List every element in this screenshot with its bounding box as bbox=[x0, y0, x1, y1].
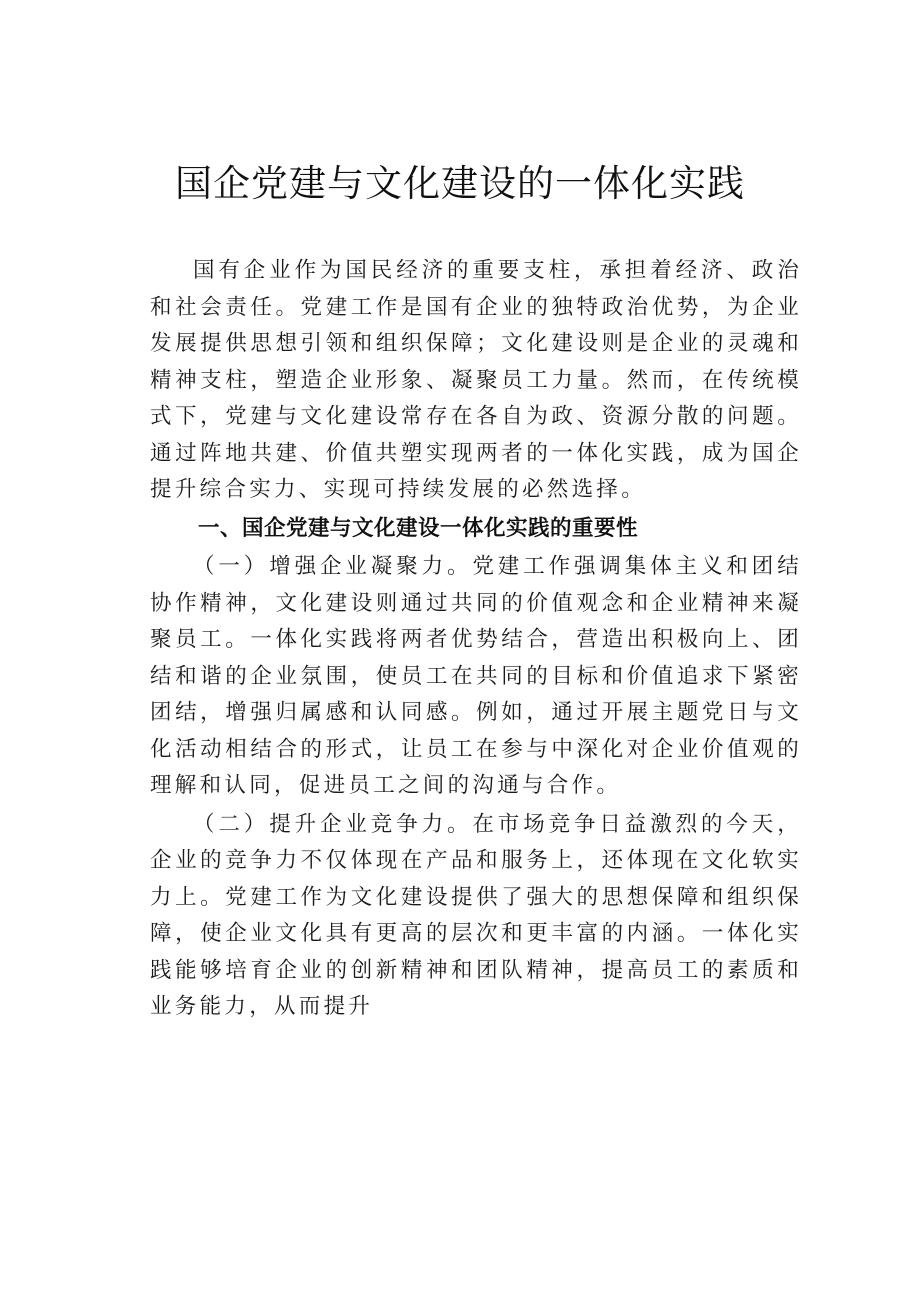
section-heading: 一、国企党建与文化建设一体化实践的重要性 bbox=[198, 515, 639, 541]
document-title: 国企党建与文化建设的一体化实践 bbox=[175, 162, 745, 205]
document-body bbox=[150, 253, 802, 1026]
intro-paragraph: 国有企业作为国民经济的重要支柱，承担着经济、政治和社会责任。党建工作是国有企业的独特政治优势，为企业发展提供思想引领和组织保障；文化建设则是企业的灵魂和精神支柱，塑造企业形象、凝聚员工力量。然而，在传统模式下，党建与文化建设常存在各自为政、资源分散的问题。通过阵地共建、价值共塑实现两者的一体化实践，成为国企提升综合实力、实现可持续发展的必然选择。 bbox=[150, 258, 802, 502]
section-paragraph-cohesion: （一）增强企业凝聚力。党建工作强调集体主义和团结协作精神，文化建设则通过共同的价值观念和企业精神来凝聚员工。一体化实践将两者优势结合，营造出积极向上、团结和谐的企业氛围，使员工在共同的目标和价值追求下紧密团结，增强归属感和认同感。例如，通过开展主题党日与文化活动相结合的形式，让员工在参与中深化对企业价值观的理解和认同，促进员工之间的沟通与合作。 bbox=[150, 554, 802, 798]
section-paragraph-competitiveness: （二）提升企业竞争力。在市场竞争日益激烈的今天，企业的竞争力不仅体现在产品和服务上，还体现在文化软实力上。党建工作为文化建设提供了强大的思想保障和组织保障，使企业文化具有更高的层次和更丰富的内涵。一体化实践能够培育企业的创新精神和团队精神，提高员工的素质和业务能力，从而提升 bbox=[150, 811, 802, 1019]
